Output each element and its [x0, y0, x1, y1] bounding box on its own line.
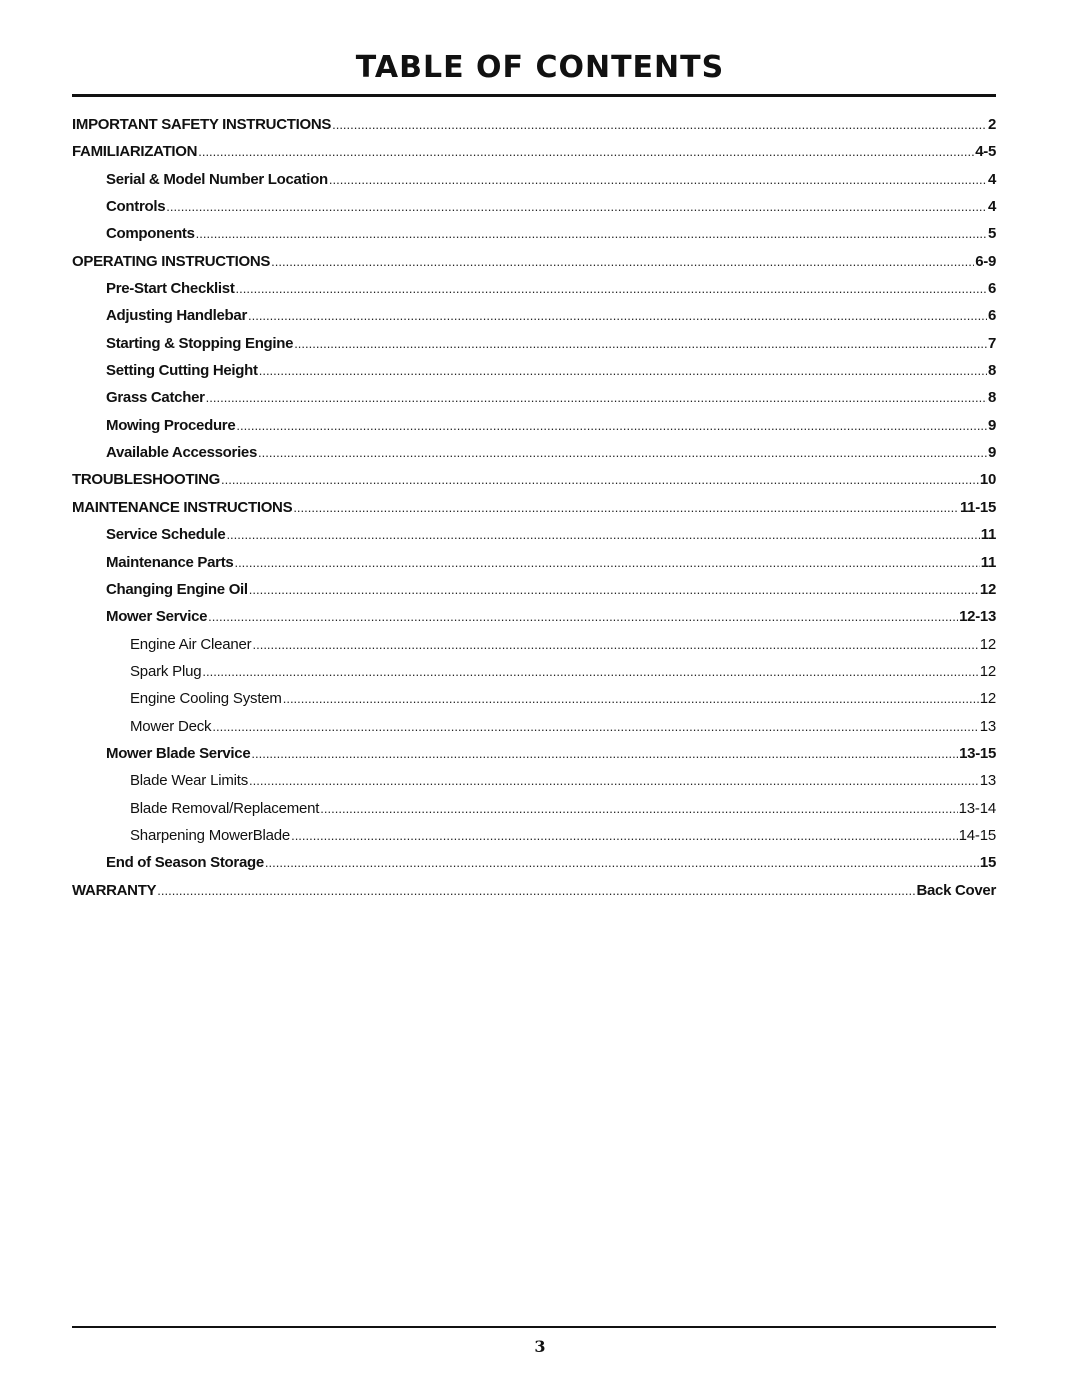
toc-entry-page: 11 — [980, 553, 996, 571]
toc-entry[interactable] — [72, 471, 996, 498]
toc-entry-label: Controls — [106, 198, 166, 216]
toc-entry-page: 9 — [987, 416, 996, 434]
toc-entry-label: Mower Deck — [130, 717, 212, 735]
toc-entry[interactable] — [72, 280, 996, 307]
toc-entry[interactable] — [72, 608, 996, 635]
dot-leader — [251, 746, 958, 761]
toc-entry-label: Components — [106, 225, 195, 243]
toc-entry-page: Back Cover — [916, 881, 996, 899]
toc-entry-label: Changing Engine Oil — [106, 580, 248, 598]
toc-entry[interactable] — [72, 389, 996, 416]
toc-entry[interactable] — [72, 636, 996, 663]
dot-leader — [226, 527, 979, 542]
toc-entry-page: 13-15 — [959, 744, 996, 762]
toc-entry-page: 13 — [979, 772, 996, 790]
dot-leader — [196, 226, 987, 241]
toc-entry[interactable] — [72, 827, 996, 854]
toc-entry-page: 12 — [979, 580, 996, 598]
title-rule — [72, 94, 996, 97]
toc-entry[interactable] — [72, 554, 996, 581]
toc-entry[interactable] — [72, 198, 996, 225]
dot-leader — [202, 664, 978, 679]
toc-entry-page: 4 — [987, 170, 996, 188]
toc-entry[interactable] — [72, 499, 996, 526]
dot-leader — [166, 199, 987, 214]
toc-entry[interactable] — [72, 772, 996, 799]
toc-entry-page: 13-14 — [958, 799, 996, 817]
toc-entry[interactable] — [72, 225, 996, 252]
toc-entry-page: 10 — [979, 471, 996, 489]
dot-leader — [294, 336, 987, 351]
toc-entry-label: Setting Cutting Height — [106, 362, 258, 380]
dot-leader — [320, 801, 957, 816]
toc-entry-label: Engine Air Cleaner — [130, 635, 252, 653]
dot-leader — [198, 144, 974, 159]
toc-entry-page: 6-9 — [975, 252, 996, 270]
toc-entry[interactable] — [72, 581, 996, 608]
toc-entry[interactable] — [72, 417, 996, 444]
dot-leader — [221, 472, 979, 487]
toc-entry-label: TROUBLESHOOTING — [72, 471, 220, 489]
toc-entry-page: 11 — [980, 526, 996, 544]
toc-entry-page: 12-13 — [959, 608, 996, 626]
toc-entry-label: Available Accessories — [106, 444, 258, 462]
toc-entry-label: Mower Blade Service — [106, 744, 251, 762]
toc-entry[interactable] — [72, 444, 996, 471]
toc-entry[interactable] — [72, 690, 996, 717]
dot-leader — [252, 637, 978, 652]
toc-entry-label: End of Season Storage — [106, 854, 264, 872]
toc-entry[interactable] — [72, 143, 996, 170]
toc-entry[interactable] — [72, 854, 996, 881]
dot-leader — [291, 828, 958, 843]
toc-entry[interactable] — [72, 253, 996, 280]
toc-entry-page: 5 — [987, 225, 996, 243]
toc-entry-page: 6 — [987, 280, 996, 298]
toc-entry-page: 8 — [987, 362, 996, 380]
toc-entry-label: Blade Removal/Replacement — [130, 799, 320, 817]
toc-entry-page: 4-5 — [975, 143, 996, 161]
toc-entry-label: Grass Catcher — [106, 389, 205, 407]
toc-entry[interactable] — [72, 335, 996, 362]
footer-rule — [72, 1326, 996, 1328]
toc-entry-page: 9 — [987, 444, 996, 462]
toc-entry-label: Mowing Procedure — [106, 416, 236, 434]
toc-entry-label: FAMILIARIZATION — [72, 143, 198, 161]
toc-entry-label: IMPORTANT SAFETY INSTRUCTIONS — [72, 116, 332, 133]
toc-entry-page: 13 — [979, 717, 996, 735]
toc-entry-page: 8 — [987, 389, 996, 407]
toc-entry[interactable] — [72, 307, 996, 334]
dot-leader — [236, 418, 987, 433]
toc-entry[interactable] — [72, 362, 996, 389]
toc-entry[interactable] — [72, 526, 996, 553]
toc-entry-page: 2 — [987, 116, 996, 133]
toc-entry-label: MAINTENANCE INSTRUCTIONS — [72, 498, 293, 516]
toc-entry-label: Mower Service — [106, 608, 208, 626]
toc-entry[interactable] — [72, 882, 996, 909]
dot-leader — [249, 582, 979, 597]
toc-entry-page: 6 — [987, 307, 996, 325]
toc-entry[interactable] — [72, 171, 996, 198]
dot-leader — [206, 390, 987, 405]
dot-leader — [271, 254, 974, 269]
toc-entry[interactable] — [72, 116, 996, 143]
toc-entry-label: Engine Cooling System — [130, 690, 282, 708]
toc-entry-label: OPERATING INSTRUCTIONS — [72, 252, 271, 270]
toc-entry-label: Spark Plug — [130, 662, 202, 680]
toc-entry-page: 11-15 — [959, 498, 996, 516]
dot-leader — [265, 855, 979, 870]
dot-leader — [236, 281, 987, 296]
toc-list — [72, 116, 996, 909]
toc-entry-page: 12 — [979, 635, 996, 653]
dot-leader — [157, 883, 915, 898]
dot-leader — [332, 117, 987, 132]
toc-entry-label: Sharpening MowerBlade — [130, 826, 291, 844]
toc-entry-label: Serial & Model Number Location — [106, 170, 328, 188]
toc-entry-label: Service Schedule — [106, 526, 226, 544]
dot-leader — [283, 691, 979, 706]
toc-entry-label: Pre-Start Checklist — [106, 280, 235, 298]
toc-entry-page: 12 — [979, 662, 996, 680]
toc-entry-page: 4 — [987, 198, 996, 216]
dot-leader — [234, 555, 979, 570]
toc-entry[interactable] — [72, 718, 996, 745]
toc-entry-label: WARRANTY — [72, 881, 157, 899]
dot-leader — [259, 363, 987, 378]
toc-entry-label: Adjusting Handlebar — [106, 307, 247, 325]
dot-leader — [248, 308, 987, 323]
page-number: 3 — [534, 1337, 546, 1356]
toc-entry[interactable] — [72, 745, 996, 772]
toc-entry-label: Starting & Stopping Engine — [106, 334, 294, 352]
toc-entry-page: 7 — [987, 334, 996, 352]
dot-leader — [249, 773, 979, 788]
dot-leader — [329, 172, 987, 187]
page-title: TABLE OF CONTENTS — [355, 50, 725, 85]
toc-entry-label: Blade Wear Limits — [130, 772, 249, 790]
toc-entry[interactable] — [72, 663, 996, 690]
toc-entry[interactable] — [72, 800, 996, 827]
dot-leader — [208, 609, 958, 624]
toc-entry-page: 12 — [979, 690, 996, 708]
dot-leader — [212, 719, 978, 734]
dot-leader — [258, 445, 987, 460]
dot-leader — [293, 500, 959, 515]
toc-entry-page: 14-15 — [958, 826, 996, 844]
toc-entry-page: 15 — [979, 854, 996, 872]
toc-entry-label: Maintenance Parts — [106, 553, 234, 571]
